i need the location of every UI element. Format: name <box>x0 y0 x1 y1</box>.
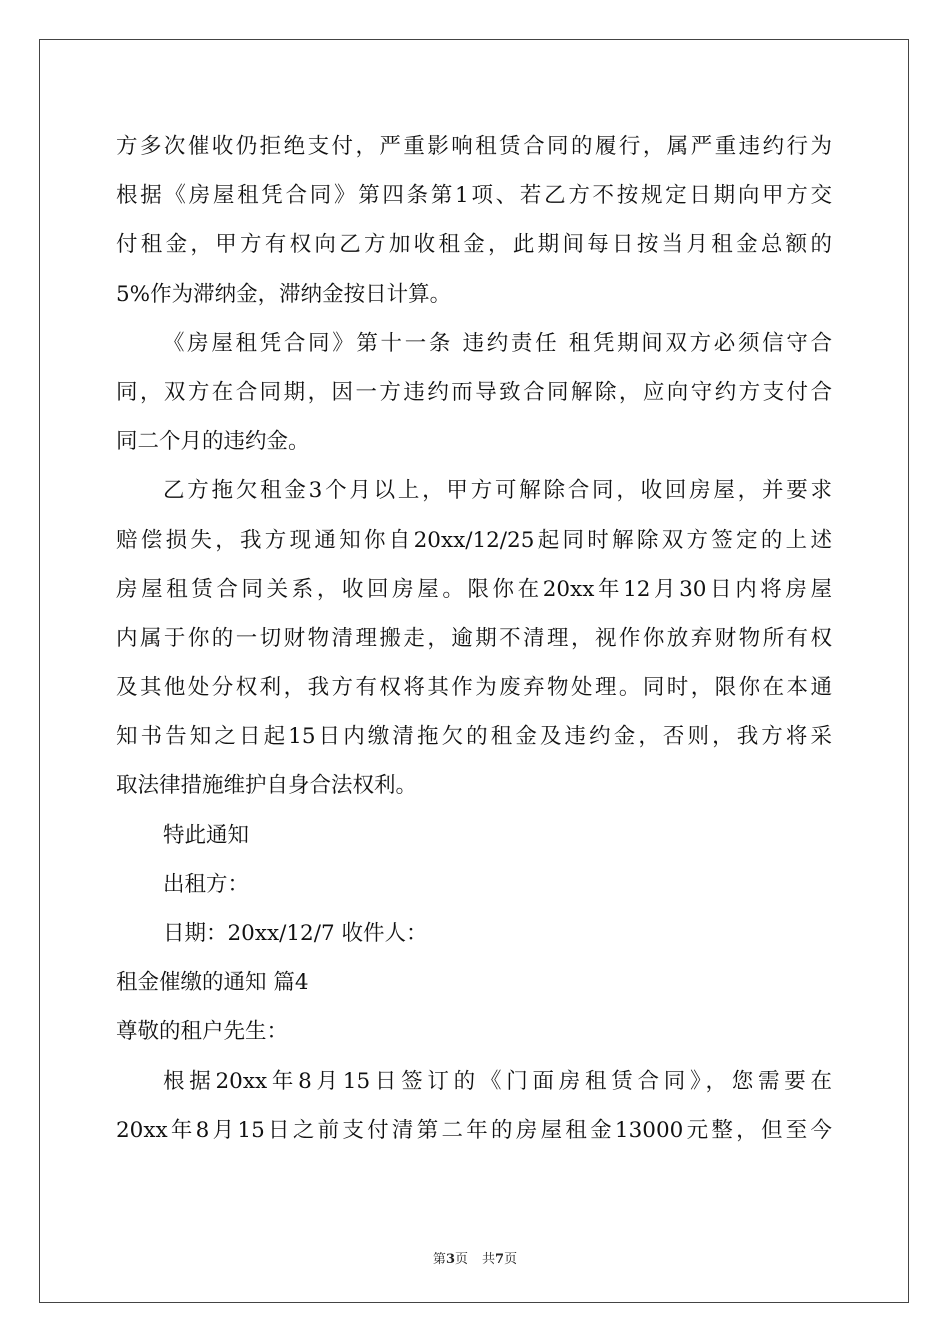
document-body <box>116 122 832 1155</box>
text-line: 根据20xx年8月15日签订的《门面房租赁合同》，您需要在 <box>163 1068 832 1094</box>
section-heading: 租金催缴的通知 篇4 <box>116 970 309 996</box>
text-line: 内属于你的一切财物清理搬走，逾期不清理，视作你放弃财物所有权 <box>116 625 832 651</box>
text-line: 方多次催收仍拒绝支付，严重影响租赁合同的履行，属严重违约行为 <box>116 134 832 159</box>
text-line: 同，双方在合同期，因一方违约而导致合同解除，应向守约方支付合 <box>116 379 832 405</box>
text-line: 同二个月的违约金。 <box>116 429 310 455</box>
text-line: 20xx年8月15日之前支付清第二年的房屋租金13000元整，但至今 <box>116 1117 832 1143</box>
text-line: 取法律措施维护自身合法权利。 <box>116 773 418 799</box>
text-line: 5%作为滞纳金，滞纳金按日计算。 <box>116 281 452 307</box>
total-prefix: 共 <box>482 1252 496 1267</box>
text-line: 知书告知之日起15日内缴清拖欠的租金及违约金，否则，我方将采 <box>116 724 832 750</box>
text-line: 特此通知 <box>163 822 250 848</box>
text-line: 根据《房屋租凭合同》第四条第1项、若乙方不按规定日期向甲方交 <box>116 183 832 209</box>
text-line: 日期：20xx/12/7 收件人： <box>163 921 428 946</box>
total-suffix: 页 <box>504 1252 518 1267</box>
text-line: 赔偿损失，我方现通知你自20xx/12/25起同时解除双方签定的上述 <box>116 527 832 553</box>
current-page-number: 3 <box>445 1252 455 1267</box>
text-line: 出租方： <box>163 871 250 897</box>
total-pages-number: 7 <box>495 1252 505 1267</box>
page-footer <box>0 1248 950 1267</box>
salutation: 尊敬的租户先生： <box>116 1019 289 1045</box>
page-suffix: 页 <box>454 1252 468 1267</box>
page-prefix: 第 <box>432 1252 446 1267</box>
text-line: 及其他处分权利，我方有权将其作为废弃物处理。同时，限你在本通 <box>116 675 832 701</box>
text-line: 《房屋租凭合同》第十一条 违约责任 租凭期间双方必须信守合 <box>163 330 832 356</box>
text-line: 乙方拖欠租金3个月以上，甲方可解除合同，收回房屋，并要求 <box>163 478 832 504</box>
text-line: 付租金，甲方有权向乙方加收租金，此期间每日按当月租金总额的 <box>116 232 832 258</box>
text-line: 房屋租赁合同关系，收回房屋。限你在20xx年12月30日内将房屋 <box>116 576 832 602</box>
